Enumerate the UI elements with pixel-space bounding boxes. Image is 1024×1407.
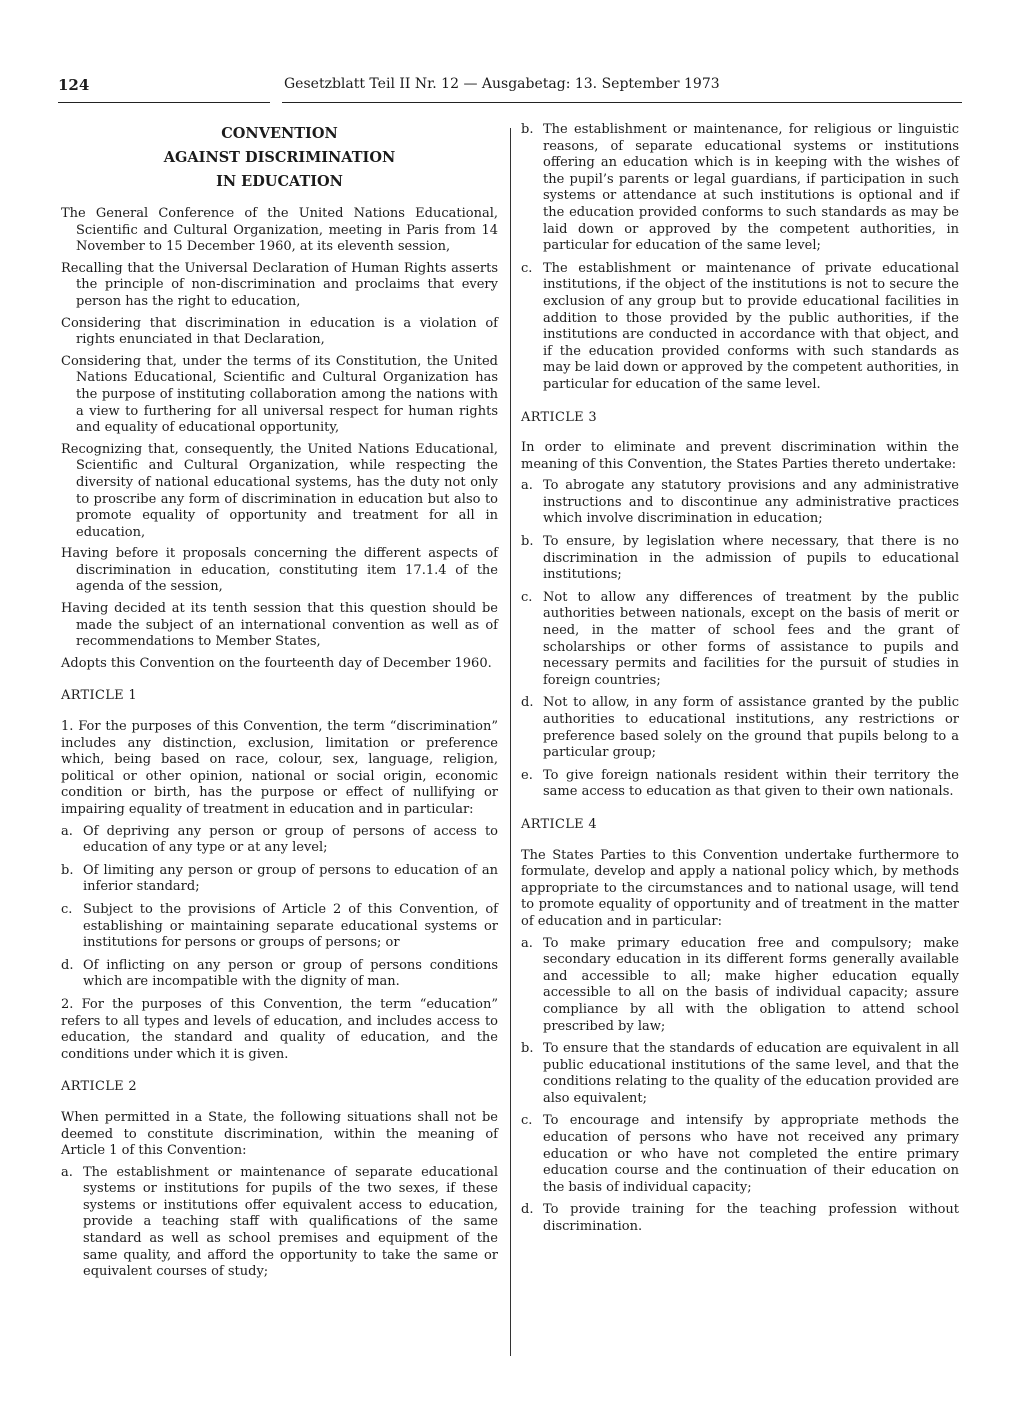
list-text: To give foreign nationals resident within their territory the same access to education as that given to their own nationals. (543, 767, 959, 800)
title-line: AGAINST DISCRIMINATION (163, 149, 396, 166)
list-label: c. (521, 589, 533, 605)
list-text: Not to allow, in any form of assistance granted by the public authorities to educational institutions, any restrictions or preference based solely on the ground that pupils belong to a particular group; (543, 695, 959, 761)
preamble-paragraph: The General Conference of the United Nations Educational, Scientific and Cultural Organization, meeting in Paris from 14 November to 15 December 1960, at its eleventh session, (61, 206, 498, 255)
preamble-paragraph: Adopts this Convention on the fourteenth day of December 1960. (61, 655, 492, 671)
list-text: Subject to the provisions of Article 2 of this Convention, of establishing or maintaining separate educational systems or institutions for persons or groups of persons; or (83, 901, 498, 951)
list-item (521, 478, 959, 528)
list-label: a. (521, 935, 533, 951)
list-item (521, 1113, 959, 1196)
article-heading: ARTICLE 4 (521, 816, 597, 832)
list-label: b. (61, 862, 74, 878)
list-label: c. (61, 901, 73, 917)
list-label: d. (521, 695, 534, 711)
preamble-paragraph: Considering that, under the terms of its Constitution, the United Nations Educational, Scientific and Cultural Organization has the purpose of instituting collaboration among the nations with a view to furthering for all universal respect for human rights and equality of educational opportunity, (61, 353, 498, 436)
list-item (61, 824, 498, 857)
title-line: CONVENTION (221, 125, 338, 142)
convention-title (61, 122, 498, 194)
gazette-title: Gesetzblatt Teil II Nr. 12 — Ausgabetag: 13. September 1973 (284, 76, 720, 92)
list-label: c. (521, 1113, 533, 1129)
list-text: To make primary education free and compulsory; make secondary education in its different forms generally available and accessible to all; make higher education equally accessible to all on the basis of individual capacity; assure compliance by all with the obligation to attend school prescribed by law; (543, 935, 959, 1034)
list-text: The establishment or maintenance, for religious or linguistic reasons, of separate educational systems or institutions offering an education which is in keeping with the wishes of the pupil’s parents or legal guardians, if participation in such systems or attendance at such institutions is optional and if the education provided conforms to such standards as may be laid down or approved by the competent authorities, in particular for education of the same level; (543, 122, 959, 254)
list-text: The establishment or maintenance of private educational institutions, if the object of the institutions is not to secure the exclusion of any group but to provide educational facilities in addition to those provided by the public authorities, if the institutions are conducted in accordance with that object, and if the education provided conforms with such standards as may be laid down or approved by the competent authorities, in particular for education of the same level. (543, 260, 959, 392)
left-column (61, 122, 498, 1287)
article-heading: ARTICLE 3 (521, 409, 597, 425)
list-label: b. (521, 534, 534, 550)
list-label: e. (521, 767, 533, 783)
article-heading: ARTICLE 1 (61, 688, 137, 704)
page-number: 124 (58, 76, 90, 94)
article-paragraph: In order to eliminate and prevent discrimination within the meaning of this Convention, the States Parties thereto undertake: (521, 440, 959, 472)
list-text: Of limiting any person or group of persons to education of an inferior standard; (83, 862, 498, 895)
article-heading: ARTICLE 2 (61, 1079, 137, 1095)
list-text: To ensure, by legislation where necessary, that there is no discrimination in the admission of pupils to educational institutions; (543, 534, 959, 583)
right-column (521, 122, 959, 1242)
list-text: To abrogate any statutory provisions and any administrative instructions and to discontinue any administrative practices which involve discrimination in education; (543, 478, 959, 527)
list-label: b. (521, 1041, 534, 1057)
list-label: a. (61, 823, 73, 839)
article-paragraph: When permitted in a State, the following situations shall not be deemed to constitute discrimination, within the meaning of Article 1 of this Convention: (61, 1109, 498, 1159)
list-text: To encourage and intensify by appropriate methods the education of persons who have not received any primary education or who have not completed the entire primary education course and the continuation of their education on the basis of individual capacity; (543, 1113, 959, 1195)
preamble-paragraph: Considering that discrimination in education is a violation of rights enunciated in that Declaration, (61, 315, 498, 348)
column-divider (510, 128, 511, 1356)
list-item (521, 936, 959, 1036)
list-item (521, 590, 959, 690)
list-item (521, 695, 959, 761)
list-label: c. (521, 260, 533, 276)
preamble-paragraph: Having before it proposals concerning the different aspects of discrimination in education, constituting item 17.1.4 of the agenda of the session, (61, 546, 498, 595)
list-item (61, 902, 498, 952)
list-text: Of depriving any person or group of persons of access to education of any type or at any level; (83, 823, 498, 856)
preamble-paragraph: Recalling that the Universal Declaration of Human Rights asserts the principle of non-discrimination and proclaims that every person has the right to education, (61, 260, 498, 309)
list-item (521, 1041, 959, 1107)
list-label: a. (521, 478, 533, 494)
list-text: To provide training for the teaching profession without discrimination. (543, 1202, 959, 1235)
list-text: Of inflicting on any person or group of persons conditions which are incompatible with the dignity of man. (83, 957, 498, 990)
article-paragraph: 2. For the purposes of this Convention, the term “education” refers to all types and levels of education, and includes access to education, the standard and quality of education, and the conditions under which it is given. (61, 996, 498, 1062)
list-label: b. (521, 122, 534, 137)
list-text: The establishment or maintenance of separate educational systems or institutions for pupils of the two sexes, if these systems or institutions offer equivalent access to education, provide a teaching staff with qualifications of the same standard as well as school premises and equipment of the same quality, and afford the opportunity to take the same or equivalent courses of study; (83, 1164, 498, 1280)
list-label: d. (61, 957, 74, 973)
preamble-paragraph: Recognizing that, consequently, the United Nations Educational, Scientific and Cultural Organization, while respecting the diversity of national educational systems, has the duty not only to proscribe any form of discrimination in education but also to promote equality of opportunity and treatment for all in education, (61, 441, 498, 540)
list-item (521, 261, 959, 394)
list-item (61, 1165, 498, 1281)
list-item (521, 1202, 959, 1235)
list-item (61, 863, 498, 896)
title-line: IN EDUCATION (216, 173, 343, 190)
header-rule-left (58, 102, 270, 103)
preamble-paragraph: Having decided at its tenth session that this question should be made the subject of an international convention as well as of recommendations to Member States, (61, 601, 498, 650)
article-paragraph: 1. For the purposes of this Convention, the term “discrimination” includes any distinction, exclusion, limitation or preference which, being based on race, colour, sex, language, religion, political or other opinion, national or social origin, economic condition or birth, has the purpose or effect of nullifying or impairing equality of treatment in education and in particular: (61, 719, 498, 817)
list-text: Not to allow any differences of treatment by the public authorities between nationals, except on the basis of merit or need, in the matter of school fees and the grant of scholarships or other forms of assistance to pupils and necessary permits and facilities for the pursuit of studies in foreign countries; (543, 589, 959, 688)
list-item (521, 122, 959, 255)
list-item (521, 534, 959, 584)
header-rule-right (282, 102, 962, 103)
list-text: To ensure that the standards of education are equivalent in all public educational institutions of the same level, and that the conditions relating to the quality of the education provided are also equivalent; (543, 1041, 959, 1106)
list-label: a. (61, 1164, 73, 1180)
list-item (61, 958, 498, 991)
list-label: d. (521, 1202, 534, 1218)
article-paragraph: The States Parties to this Convention undertake furthermore to formulate, develop and apply a national policy which, by methods appropriate to the circumstances and to national usage, will tend to promote equality of opportunity and of treatment in the matter of education and in particular: (521, 847, 959, 929)
page-header (58, 76, 720, 102)
list-item (521, 768, 959, 801)
